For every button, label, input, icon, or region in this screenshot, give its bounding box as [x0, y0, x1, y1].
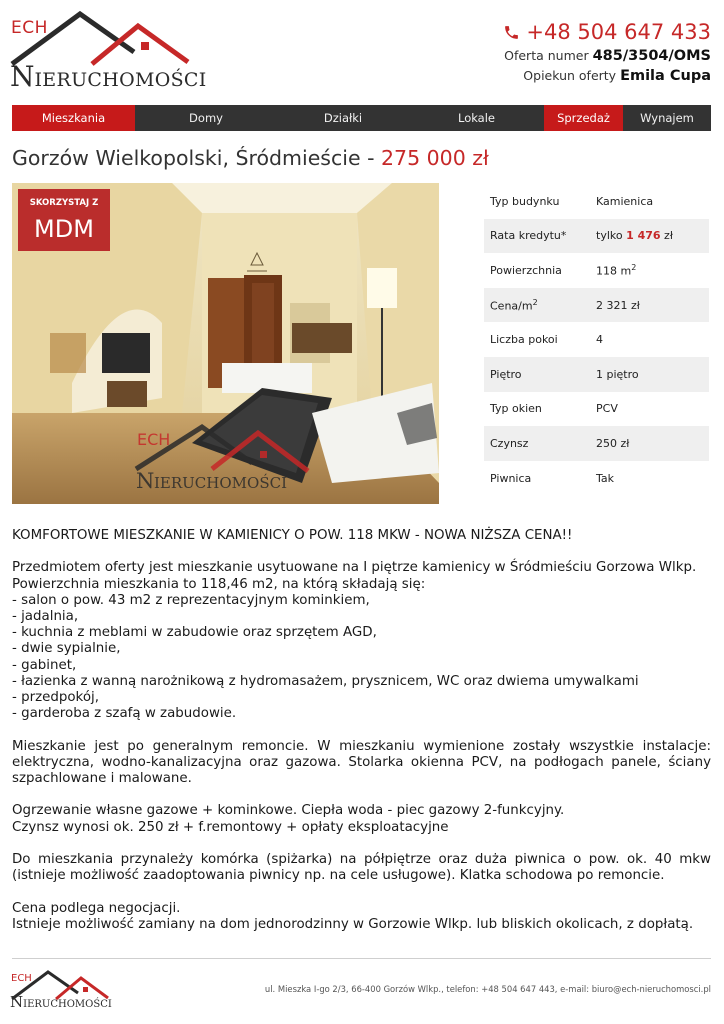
- listing-photo[interactable]: [12, 183, 439, 504]
- photo-badge-top: SKORZYSTAJ Z: [29, 198, 99, 208]
- detail-row-powierzchnia: Powierzchnia 118 $m^2$: [490, 263, 637, 278]
- detail-row-rata-kredytu: Rata kredytu* tylko 1 476 zł: [484, 219, 709, 254]
- interior-image: [12, 183, 439, 504]
- description-headline: KOMFORTOWE MIESZKANIE W KAMIENICY O POW. 118 MKW - NOWA NIŻSZA CENA!!: [12, 528, 573, 543]
- nav-wynajem[interactable]: Wynajem: [640, 111, 694, 125]
- offer-number: 485/3504/OMS: [592, 48, 711, 64]
- agent-name: Emila Cupa: [620, 68, 711, 84]
- footer-contact-info: ul. Mieszka I-go 2/3, 66-400 Gorzów Wlkp., telefon: +48 504 647 443, e-mail: biuro@ech-nieruchomosci.pl: [264, 984, 711, 994]
- footer-divider: [12, 958, 711, 959]
- detail-row-liczba-pokoi: Liczba pokoi 4: [490, 333, 603, 347]
- svg-text:IERUCHOMOŚCI: IERUCHOMOŚCI: [154, 474, 288, 492]
- agent-line: Opiekun oferty Emila Cupa: [523, 68, 711, 84]
- nav-mieszkania[interactable]: Mieszkania: [12, 105, 135, 131]
- detail-row-piwnica: Piwnica Tak: [490, 471, 615, 485]
- photo-badge-main: MDM: [34, 215, 94, 243]
- nav-domy[interactable]: Domy: [189, 111, 223, 125]
- listing-description: [12, 528, 711, 949]
- description-paragraph-1: Przedmiotem oferty jest mieszkanie usytuowane na I piętrze kamienicy w Śródmieściu Gorzowa Wlkp. Powierzchnia mieszkania to 118,46 m2, na którą składają się: - salon o pow. 43 m2 z reprezentacyjnym kominkiem, - jadalnia, - kuchnia z meblami w zabudowie oraz sprzętem AGD, - dwie sypialnie, - gabinet, - łazienka z wanną narożnikową z hydromasażem, prysznicem, WC oraz dwiema umywalkami - przedpokój, - garderoba z szafą w zabudowie.: [12, 560, 697, 722]
- logo-ech: ECH: [11, 18, 48, 38]
- listing-price: 275 000 zł: [381, 146, 489, 170]
- phone-link[interactable]: [503, 20, 711, 44]
- contact-block: [503, 20, 711, 84]
- nav-dzialki[interactable]: Działki: [323, 111, 363, 125]
- details-table: [484, 184, 709, 495]
- footer-logo[interactable]: ECH NIERUCHOMOŚCI: [10, 968, 110, 1010]
- main-nav: [12, 105, 711, 131]
- description-paragraph-5: Cena podlega negocjacji. Istnieje możliwość zamiany na dom jednorodzinny w Gorzowie Wlkp. lub bliskich okolicach, z dopłatą.: [12, 900, 694, 932]
- listing-title: Gorzów Wielkopolski, Śródmieście - 275 000 zł: [12, 146, 489, 170]
- svg-text:N: N: [136, 469, 155, 493]
- house-roof-icon: [10, 8, 190, 68]
- nav-lokale[interactable]: Lokale: [457, 111, 495, 125]
- svg-text:ECH: ECH: [137, 430, 171, 449]
- description-paragraph-3: Ogrzewanie własne gazowe + kominkowe. Ciepła woda - piec gazowy 2-funkcyjny. Czynsz wynosi ok. 250 zł + f.remontowy + opłaty eksploatacyjne: [12, 803, 565, 835]
- phone-icon: [503, 24, 520, 41]
- logo-wordmark: NIERUCHOMOŚCI: [10, 60, 207, 93]
- phone-number: +48 504 647 433: [526, 20, 711, 44]
- detail-row-typ-budynku: Typ budynku Kamienica: [490, 194, 654, 208]
- offer-number-line: Oferta numer 485/3504/OMS: [504, 48, 711, 64]
- detail-row-czynsz: Czynsz 250 zł: [484, 426, 709, 461]
- description-paragraph-4: Do mieszkania przynależy komórka (spiżarka) na półpiętrze oraz duża piwnica o pow. ok. 40 mkw (istnieje możliwość zaadoptowania piwnicy np. na cele usługowe). Klatka schodowa po remoncie.: [12, 852, 711, 884]
- detail-row-typ-okien: Typ okien PCV: [490, 402, 618, 416]
- nav-sprzedaz[interactable]: Sprzedaż: [544, 105, 623, 131]
- header-logo[interactable]: [10, 8, 207, 93]
- detail-row-pietro: Piętro 1 piętro: [484, 357, 709, 392]
- detail-row-cena-m2: Cena/$m^2$ 2 321 zł: [484, 288, 709, 323]
- description-paragraph-2: Mieszkanie jest po generalnym remoncie. W mieszkaniu wymienione zostały wszystkie instalacje: elektryczna, wodno-kanalizacyjna oraz gazowa. Stolarka okienna PCV, na podłogach panele, ściany szpachlowane i malowane.: [12, 738, 711, 787]
